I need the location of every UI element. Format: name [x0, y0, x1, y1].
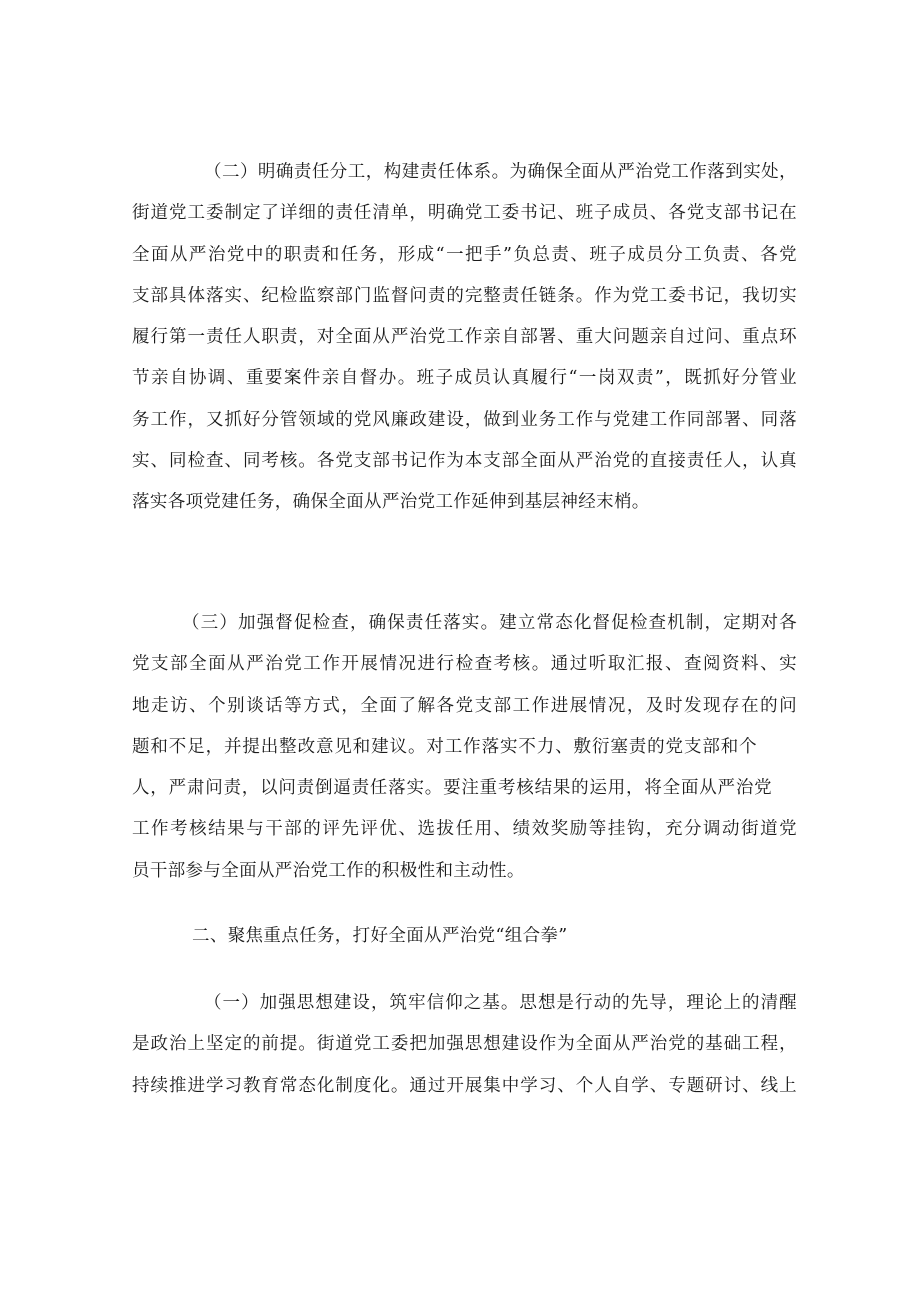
text-line: 实、同检查、同考核。各党支部书记作为本支部全面从严治党的直接责任人，认真: [132, 451, 797, 472]
text-line: 党支部全面从严治党工作开展情况进行检查考核。通过听取汇报、查阅资料、实: [132, 654, 797, 675]
paragraph-supervision-inspection: [132, 613, 797, 902]
text-line: 支部具体落实、纪检监察部门监督问责的完整责任链条。作为党工委书记，我切实: [132, 285, 797, 306]
text-line: 节亲自协调、重要案件亲自督办。班子成员认真履行“一岗双责”，既抓好分管业: [132, 368, 797, 389]
text-line: （二）明确责任分工，构建责任体系。为确保全面从严治党工作落到实处，: [204, 162, 797, 182]
text-line: 街道党工委制定了详细的责任清单，明确党工委书记、班子成员、各党支部书记在: [132, 203, 797, 224]
text-line: 员干部参与全面从严治党工作的积极性和主动性。: [132, 860, 525, 881]
text-line: 履行第一责任人职责，对全面从严治党工作亲自部署、重大问题亲自过问、重点环: [132, 327, 797, 348]
text-line: 二、聚焦重点任务，打好全面从严治党“组合拳”: [192, 926, 568, 946]
text-line: 务工作，又抓好分管领域的党风廉政建设，做到业务工作与党建工作同部署、同落: [132, 409, 797, 430]
text-line: 地走访、个别谈话等方式，全面了解各党支部工作进展情况，及时发现存在的问: [132, 695, 797, 716]
paragraph-responsibility-division: [132, 162, 797, 534]
text-line: （三）加强督促检查，确保责任落实。建立常态化督促检查机制，定期对各: [182, 613, 797, 633]
text-line: 是政治上坚定的前提。街道党工委把加强思想建设作为全面从严治党的基础工程，: [132, 1034, 797, 1055]
text-line: （一）加强思想建设，筑牢信仰之基。思想是行动的先导，理论上的清醒: [204, 993, 797, 1013]
section-heading: [132, 926, 797, 967]
paragraph-ideological-building: [132, 993, 797, 1117]
text-line: 人，严肃问责，以问责倒逼责任落实。要注重考核结果的运用，将全面从严治党: [132, 778, 772, 799]
text-line: 全面从严治党中的职责和任务，形成“一把手”负总责、班子成员分工负责、各党: [132, 244, 797, 265]
text-line: 题和不足，并提出整改意见和建议。对工作落实不力、敷衍塞责的党支部和个: [132, 736, 757, 757]
text-line: 落实各项党建任务，确保全面从严治党工作延伸到基层神经末梢。: [132, 492, 650, 513]
text-line: 工作考核结果与干部的评先评优、选拔任用、绩效奖励等挂钩，充分调动街道党: [132, 819, 797, 840]
text-line: 持续推进学习教育常态化制度化。通过开展集中学习、个人自学、专题研讨、线上: [132, 1075, 797, 1096]
